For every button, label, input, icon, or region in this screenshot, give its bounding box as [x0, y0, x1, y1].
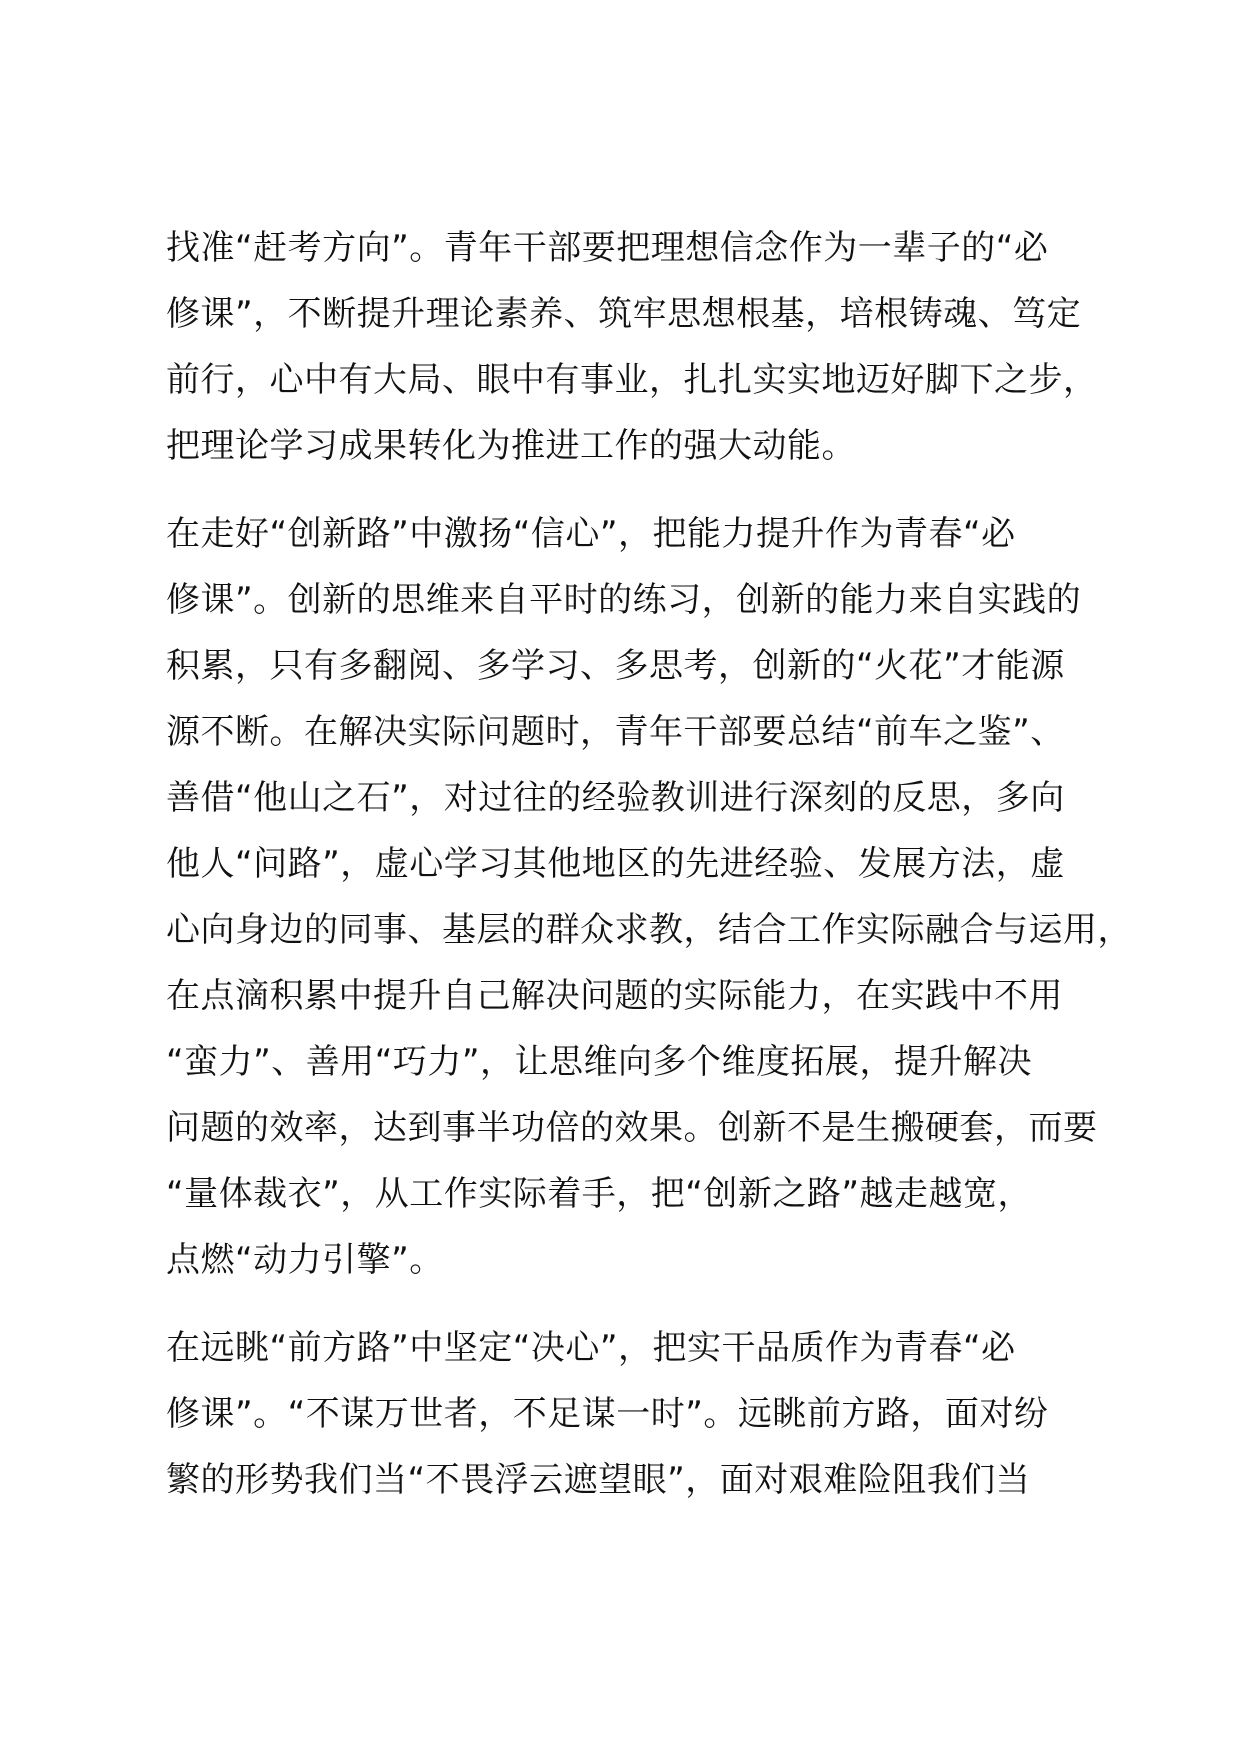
- text-line: 找准“赶考方向”。青年干部要把理想信念作为一辈子的“必: [166, 228, 1049, 268]
- paragraph-1: [166, 215, 1096, 479]
- text-line: 问题的效率，达到事半功倍的效果。创新不是生搬硬套，而要: [166, 1108, 1098, 1148]
- text-line: 修课”。创新的思维来自平时的练习，创新的能力来自实践的: [166, 580, 1082, 620]
- text-line: 善借“他山之石”，对过往的经验教训进行深刻的反思，多向: [166, 778, 1065, 818]
- text-line: “蛮力”、善用“巧力”，让思维向多个维度拓展，提升解决: [166, 1042, 1032, 1082]
- text-line: 点燃“动力引擎”。: [166, 1240, 444, 1280]
- text-line: 繁的形势我们当“不畏浮云遮望眼”，面对艰难险阻我们当: [166, 1460, 1031, 1500]
- text-line: 心向身边的同事、基层的群众求教，结合工作实际融合与运用，: [166, 910, 1132, 950]
- text-line: 源不断。在解决实际问题时，青年干部要总结“前车之鉴”、: [166, 712, 1065, 752]
- text-line: 在点滴积累中提升自己解决问题的实际能力，在实践中不用: [166, 976, 1063, 1016]
- text-line: 积累，只有多翻阅、多学习、多思考，创新的“火花”才能源: [166, 646, 1065, 686]
- text-line: 把理论学习成果转化为推进工作的强大动能。: [166, 426, 856, 466]
- paragraph-2: [166, 501, 1132, 1293]
- text-line: 修课”。“不谋万世者，不足谋一时”。远眺前方路，面对纷: [166, 1394, 1049, 1434]
- text-line: 在走好“创新路”中激扬“信心”，把能力提升作为青春“必: [166, 514, 1016, 554]
- text-line: “量体裁衣”，从工作实际着手，把“创新之路”越走越宽，: [166, 1174, 1032, 1214]
- text-line: 在远眺“前方路”中坚定“决心”，把实干品质作为青春“必: [166, 1328, 1016, 1368]
- text-line: 修课”，不断提升理论素养、筑牢思想根基，培根铸魂、笃定: [166, 294, 1082, 334]
- document-body: [166, 215, 1132, 1535]
- paragraph-3: [166, 1315, 1096, 1513]
- text-line: 前行，心中有大局、眼中有事业，扎扎实实地迈好脚下之步，: [166, 360, 1098, 400]
- text-line: 他人“问路”，虚心学习其他地区的先进经验、发展方法，虚: [166, 844, 1065, 884]
